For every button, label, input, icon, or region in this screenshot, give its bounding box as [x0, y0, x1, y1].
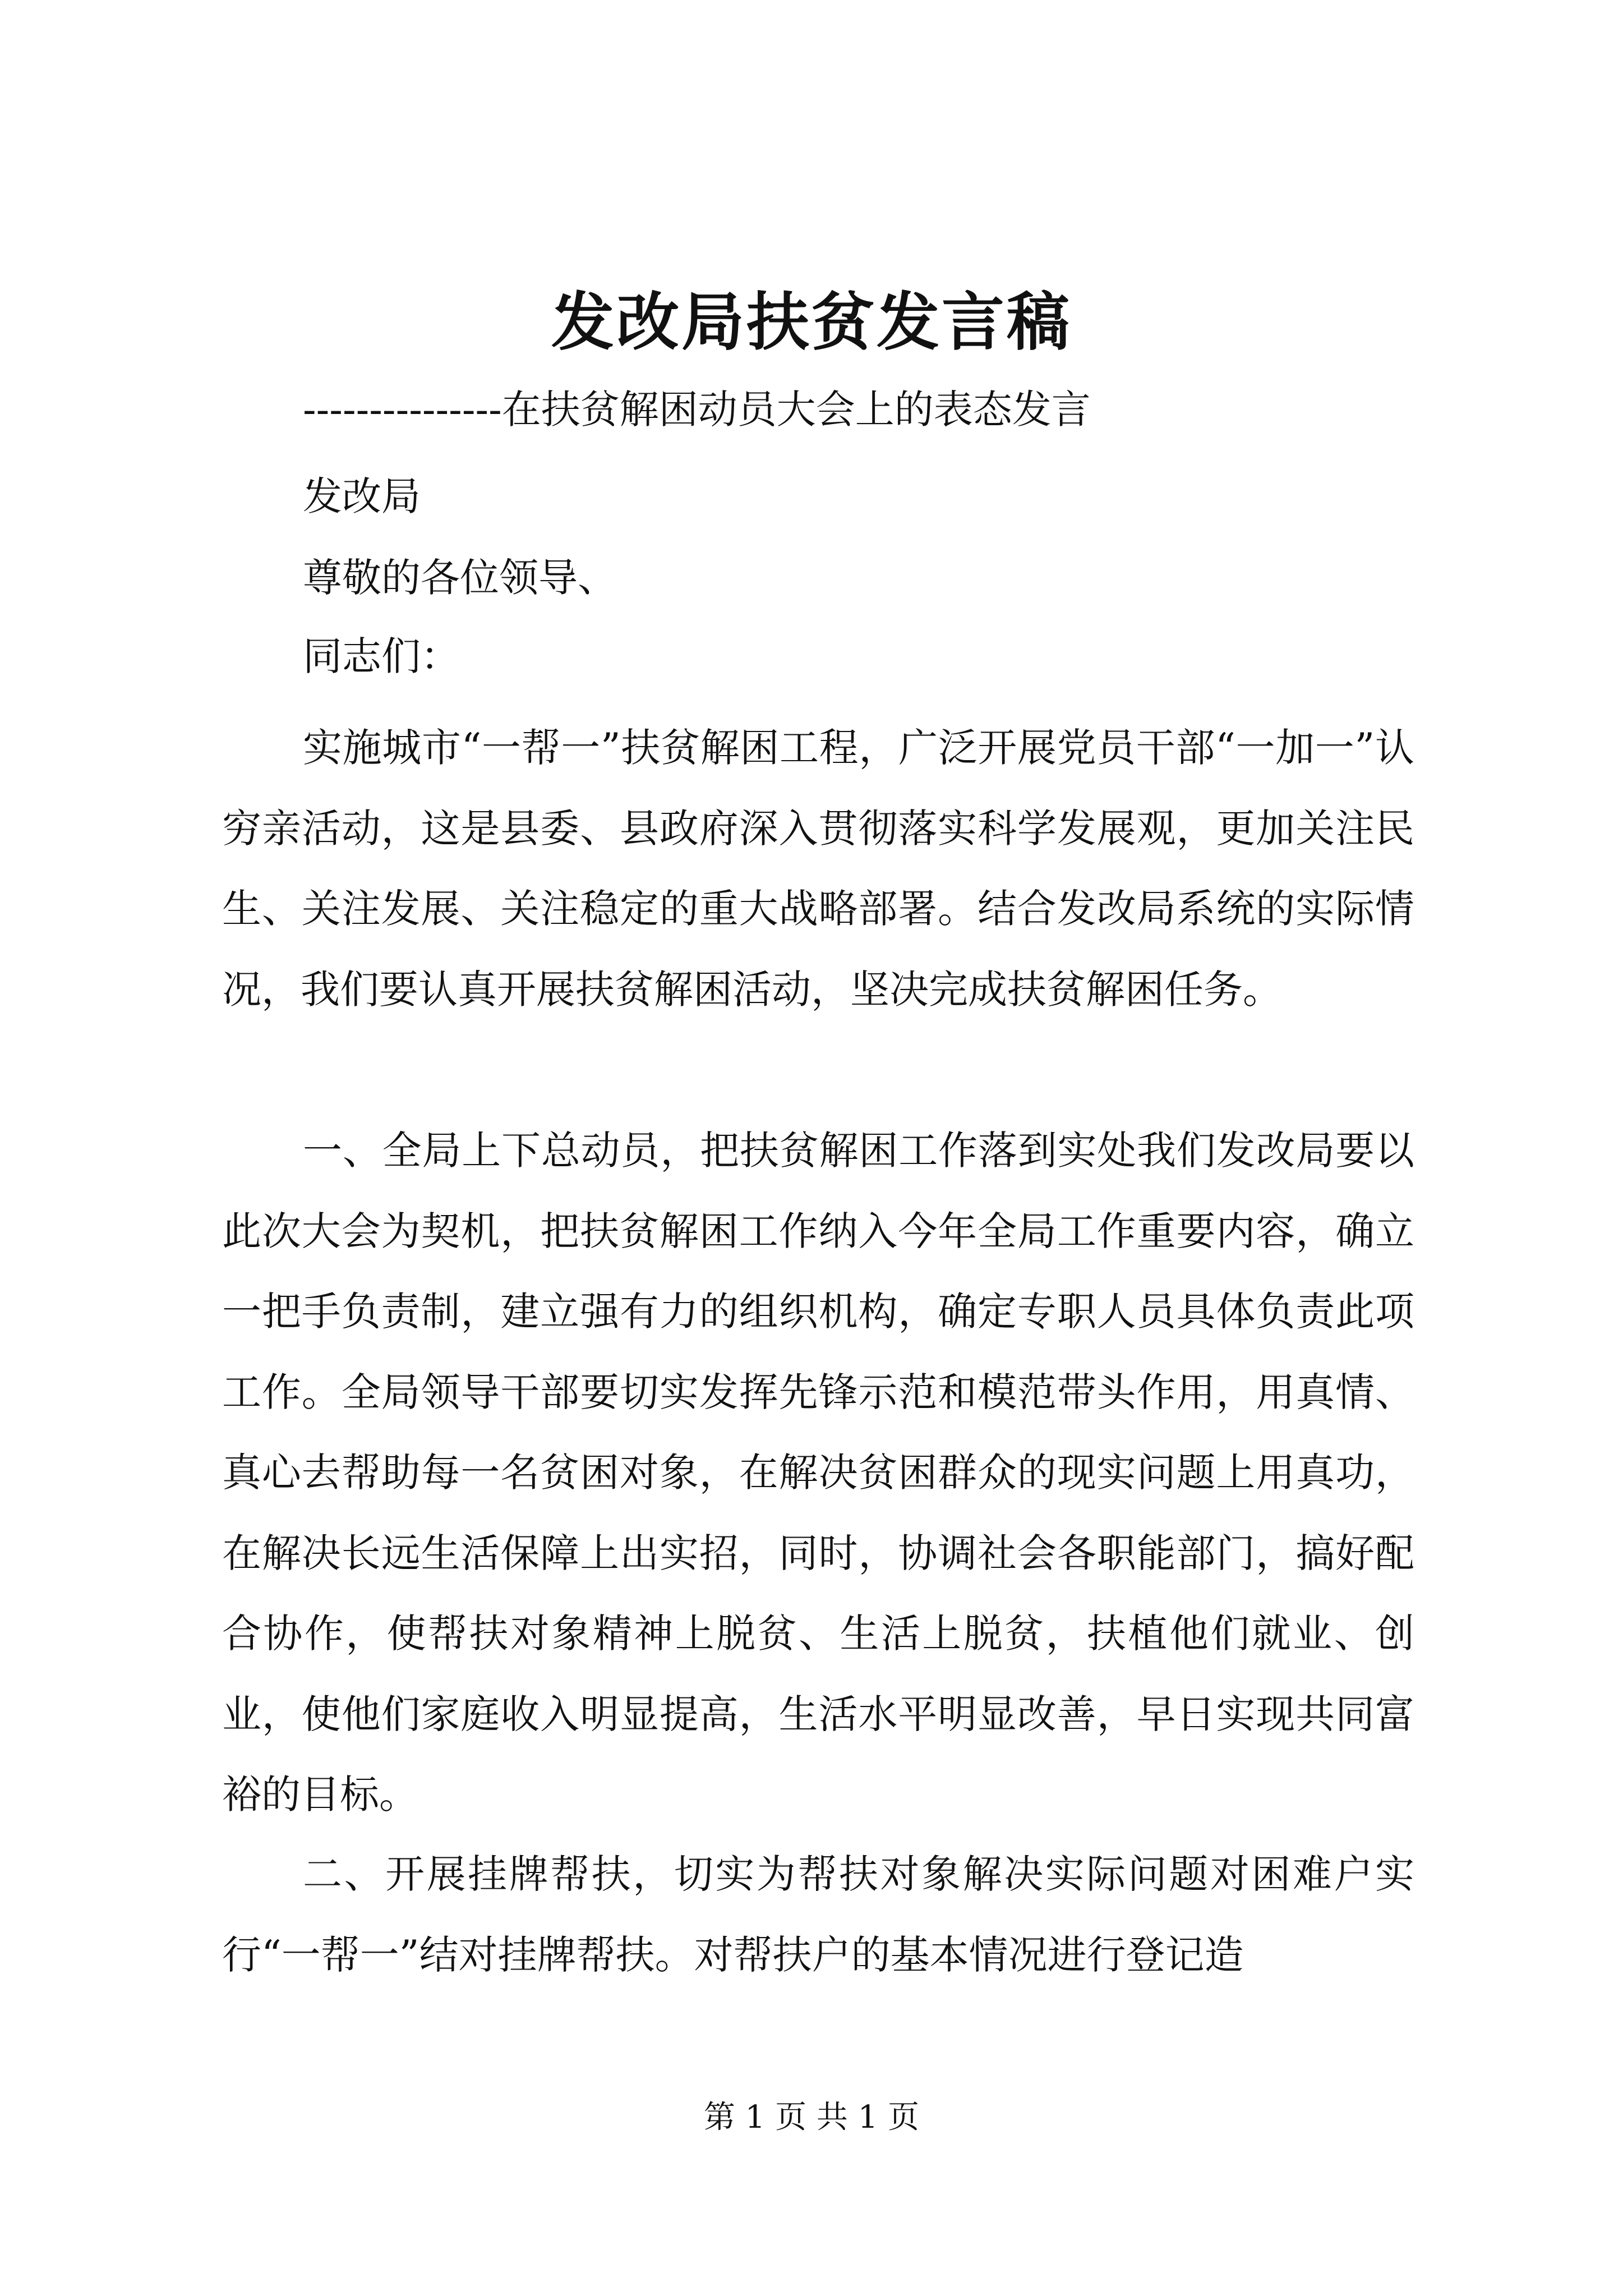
body-paragraph-section-2: 二、开展挂牌帮扶，切实为帮扶对象解决实际问题对困难户实行“一帮一”结对挂牌帮扶。对帮扶户的基本情况进行登记造 — [222, 1851, 1414, 1978]
document-subtitle: ---------------在扶贫解困动员大会上的表态发言 — [303, 386, 1091, 432]
document-title: 发改局扶贫发言稿 — [551, 286, 1072, 359]
page-footer: 第 1 页 共 1 页 — [703, 2099, 920, 2136]
department-line: 发改局 — [303, 473, 421, 519]
body-paragraph-section-1: 一、全局上下总动员，把扶贫解困工作落到实处我们发改局要以此次大会为契机，把扶贫解困工作纳入今年全局工作重要内容，确立一把手负责制，建立强有力的组织机构，确定专职人员具体负责此项工作。全局领导干部要切实发挥先锋示范和模范带头作用，用真情、真心去帮助每一名贫困对象，在解决贫困群众的现实问题上用真功，在解决长远生活保障上出实招，同时，协调社会各职能部门，搞好配合协作，使帮扶对象精神上脱贫、生活上脱贫，扶植他们就业、创业，使他们家庭收入明显提高，生活水平明显改善，早日实现共同富裕的目标。 — [222, 1128, 1414, 1818]
salutation-line-2: 同志们： — [303, 633, 460, 679]
salutation-line-1: 尊敬的各位领导、 — [303, 555, 617, 601]
body-paragraph-intro: 实施城市“一帮一”扶贫解困工程，广泛开展党员干部“一加一”认穷亲活动，这是县委、县政府深入贯彻落实科学发展观，更加关注民生、关注发展、关注稳定的重大战略部署。结合发改局系统的实际情况，我们要认真开展扶贫解困活动，坚决完成扶贫解困任务。 — [222, 725, 1414, 1013]
